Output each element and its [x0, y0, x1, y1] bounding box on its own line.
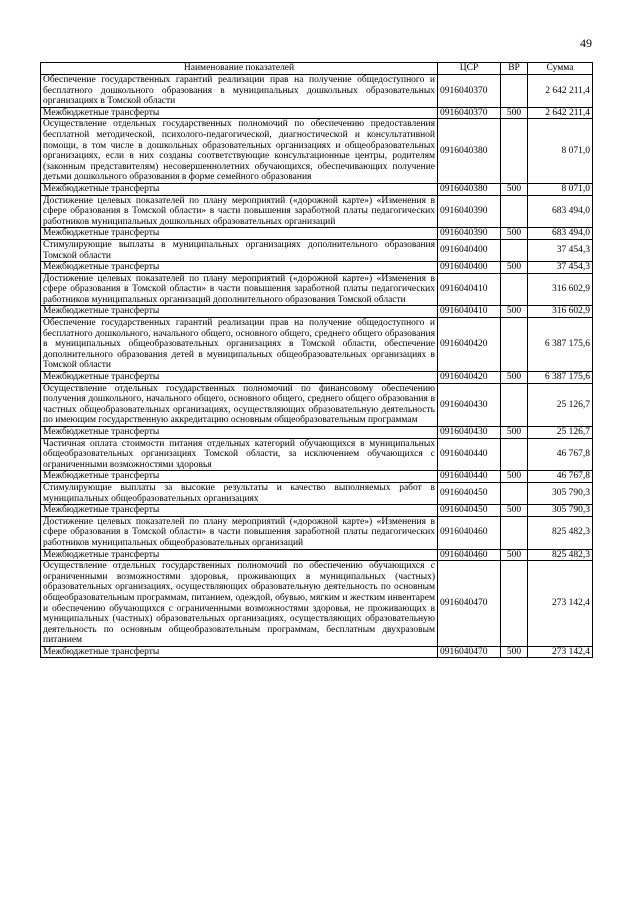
table-row	[41, 107, 593, 119]
row-sum-cell: 316 602,9	[528, 273, 593, 306]
row-vr-cell: 500	[501, 107, 528, 119]
row-sum-cell: 2 642 211,4	[528, 107, 593, 119]
table-row	[41, 318, 593, 372]
row-vr-cell	[501, 438, 528, 471]
table-row	[41, 561, 593, 647]
row-csr-cell: 0916040460	[438, 516, 501, 549]
row-sum-cell: 46 767,8	[528, 438, 593, 471]
row-csr-cell: 0916040370	[438, 107, 501, 119]
table-row	[41, 516, 593, 549]
row-vr-cell: 500	[501, 306, 528, 318]
row-name-cell: Осуществление отдельных государственных полномочий по финансовому обеспечению получения дошкольного, начального общего, основного общего, среднего общего образования в частных общеобразовательных организациях, осуществляющих образовательную деятельность по имеющим государственную аккредитацию основным общеобразовательным программам	[41, 383, 438, 426]
row-name-cell: Межбюджетные трансферты	[41, 505, 438, 517]
row-vr-cell	[501, 119, 528, 184]
row-name-cell: Межбюджетные трансферты	[41, 646, 438, 658]
row-csr-cell: 0916040400	[438, 239, 501, 261]
header-csr: ЦСР	[438, 63, 501, 75]
row-csr-cell: 0916040400	[438, 262, 501, 274]
row-vr-cell	[501, 75, 528, 108]
table-row	[41, 646, 593, 658]
row-name-cell: Достижение целевых показателей по плану мероприятий («дорожной карте») «Изменения в сфере образования в Томской области» в части повышения заработной платы педагогических работников муниципальных общеобразовательных организаций	[41, 516, 438, 549]
row-sum-cell: 305 790,3	[528, 505, 593, 517]
row-csr-cell: 0916040430	[438, 427, 501, 439]
row-vr-cell: 500	[501, 183, 528, 195]
table-row	[41, 195, 593, 228]
row-csr-cell: 0916040410	[438, 273, 501, 306]
row-sum-cell: 683 494,0	[528, 228, 593, 240]
row-sum-cell: 46 767,8	[528, 471, 593, 483]
budget-table	[40, 62, 593, 658]
table-row	[41, 306, 593, 318]
row-csr-cell: 0916040390	[438, 195, 501, 228]
row-vr-cell: 500	[501, 372, 528, 384]
row-name-cell: Достижение целевых показателей по плану мероприятий («дорожной карте») «Изменения в сфере образования в Томской области» в части повышения заработной платы педагогических работников муниципальных организаций дополнительного образования Томской области	[41, 273, 438, 306]
row-csr-cell: 0916040460	[438, 549, 501, 561]
row-name-cell: Межбюджетные трансферты	[41, 372, 438, 384]
row-vr-cell: 500	[501, 262, 528, 274]
table-row	[41, 262, 593, 274]
row-name-cell: Межбюджетные трансферты	[41, 306, 438, 318]
row-vr-cell: 500	[501, 549, 528, 561]
row-sum-cell: 8 071,0	[528, 183, 593, 195]
row-name-cell: Межбюджетные трансферты	[41, 471, 438, 483]
row-vr-cell	[501, 273, 528, 306]
table-row	[41, 372, 593, 384]
page-number: 49	[580, 36, 592, 50]
table-row	[41, 482, 593, 504]
row-vr-cell	[501, 482, 528, 504]
table-row	[41, 471, 593, 483]
row-vr-cell	[501, 383, 528, 426]
row-csr-cell: 0916040430	[438, 383, 501, 426]
row-name-cell: Достижение целевых показателей по плану мероприятий («дорожной карте») «Изменения в сфере образования в Томской области» в части повышения заработной платы педагогических работников муниципальных дошкольных образовательных организаций	[41, 195, 438, 228]
row-name-cell: Межбюджетные трансферты	[41, 427, 438, 439]
row-csr-cell: 0916040420	[438, 318, 501, 372]
row-csr-cell: 0916040410	[438, 306, 501, 318]
row-name-cell: Осуществление отдельных государственных полномочий по обеспечению предоставления бесплатной методической, психолого-педагогической, диагностической и консультативной помощи, в том числе в дошкольных образовательных организациях и общеобразовательных организациях, если в них созданы соответствующие консультационные центры, родителям (законным представителям) несовершеннолетних обучающихся, обеспечивающих получение детьми дошкольного образования в форме семейного образования	[41, 119, 438, 184]
table-row	[41, 119, 593, 184]
row-sum-cell: 37 454,3	[528, 262, 593, 274]
row-csr-cell: 0916040440	[438, 438, 501, 471]
table-row	[41, 505, 593, 517]
table-row	[41, 183, 593, 195]
table-row	[41, 383, 593, 426]
table-row	[41, 228, 593, 240]
row-sum-cell: 8 071,0	[528, 119, 593, 184]
row-vr-cell	[501, 239, 528, 261]
row-name-cell: Обеспечение государственных гарантий реализации прав на получение общедоступного и бесплатного дошкольного, начального общего, основного общего, среднего общего образования в муниципальных общеобразовательных организациях в Томской области, обеспечение дополнительного образования детей в муниципальных общеобразовательных организациях в Томской области	[41, 318, 438, 372]
row-name-cell: Стимулирующие выплаты в муниципальных организациях дополнительного образования Томской области	[41, 239, 438, 261]
header-vr: ВР	[501, 63, 528, 75]
row-name-cell: Осуществление отдельных государственных полномочий по обеспечению обучающихся с ограниченными возможностями здоровья, проживающих в муниципальных (частных) образовательных организациях, осуществляющих образовательную деятельность по основным общеобразовательным программам, питанием, одеждой, обувью, мягким и жестким инвентарем и обеспечению обучающихся с ограниченными возможностями здоровья, не проживающих в муниципальных (частных) образовательных организациях, осуществляющих образовательную деятельность по основным общеобразовательным программам, бесплатным двухразовым питанием	[41, 561, 438, 647]
table-row	[41, 549, 593, 561]
row-vr-cell: 500	[501, 427, 528, 439]
row-name-cell: Межбюджетные трансферты	[41, 107, 438, 119]
table-body	[41, 75, 593, 658]
row-vr-cell	[501, 318, 528, 372]
row-sum-cell: 683 494,0	[528, 195, 593, 228]
row-sum-cell: 2 642 211,4	[528, 75, 593, 108]
table-row	[41, 75, 593, 108]
row-name-cell: Межбюджетные трансферты	[41, 228, 438, 240]
row-sum-cell: 825 482,3	[528, 549, 593, 561]
table-row	[41, 438, 593, 471]
row-sum-cell: 316 602,9	[528, 306, 593, 318]
row-vr-cell	[501, 561, 528, 647]
table-row	[41, 273, 593, 306]
row-csr-cell: 0916040440	[438, 471, 501, 483]
row-sum-cell: 6 387 175,6	[528, 318, 593, 372]
row-vr-cell: 500	[501, 646, 528, 658]
row-sum-cell: 825 482,3	[528, 516, 593, 549]
row-name-cell: Межбюджетные трансферты	[41, 262, 438, 274]
row-name-cell: Межбюджетные трансферты	[41, 549, 438, 561]
row-sum-cell: 6 387 175,6	[528, 372, 593, 384]
row-vr-cell	[501, 195, 528, 228]
row-vr-cell	[501, 516, 528, 549]
row-csr-cell: 0916040470	[438, 561, 501, 647]
row-name-cell: Частичная оплата стоимости питания отдельных категорий обучающихся в муниципальных общеобразовательных организациях Томской области, за исключением обучающихся с ограниченными возможностями здоровья	[41, 438, 438, 471]
row-vr-cell: 500	[501, 471, 528, 483]
row-sum-cell: 25 126,7	[528, 427, 593, 439]
row-sum-cell: 273 142,4	[528, 561, 593, 647]
row-name-cell: Обеспечение государственных гарантий реализации прав на получение общедоступного и бесплатного дошкольного образования в муниципальных дошкольных образовательных организациях в Томской области	[41, 75, 438, 108]
header-name: Наименование показателей	[41, 63, 438, 75]
row-vr-cell: 500	[501, 505, 528, 517]
row-sum-cell: 25 126,7	[528, 383, 593, 426]
header-sum: Сумма	[528, 63, 593, 75]
row-csr-cell: 0916040420	[438, 372, 501, 384]
row-csr-cell: 0916040390	[438, 228, 501, 240]
row-name-cell: Межбюджетные трансферты	[41, 183, 438, 195]
row-vr-cell: 500	[501, 228, 528, 240]
row-name-cell: Стимулирующие выплаты за высокие результаты и качество выполняемых работ в муниципальных общеобразовательных организациях	[41, 482, 438, 504]
table-header-row	[41, 63, 593, 75]
row-csr-cell: 0916040380	[438, 119, 501, 184]
row-sum-cell: 273 142,4	[528, 646, 593, 658]
row-csr-cell: 0916040370	[438, 75, 501, 108]
table-row	[41, 427, 593, 439]
table-row	[41, 239, 593, 261]
row-sum-cell: 37 454,3	[528, 239, 593, 261]
row-csr-cell: 0916040380	[438, 183, 501, 195]
row-sum-cell: 305 790,3	[528, 482, 593, 504]
row-csr-cell: 0916040450	[438, 505, 501, 517]
row-csr-cell: 0916040470	[438, 646, 501, 658]
row-csr-cell: 0916040450	[438, 482, 501, 504]
